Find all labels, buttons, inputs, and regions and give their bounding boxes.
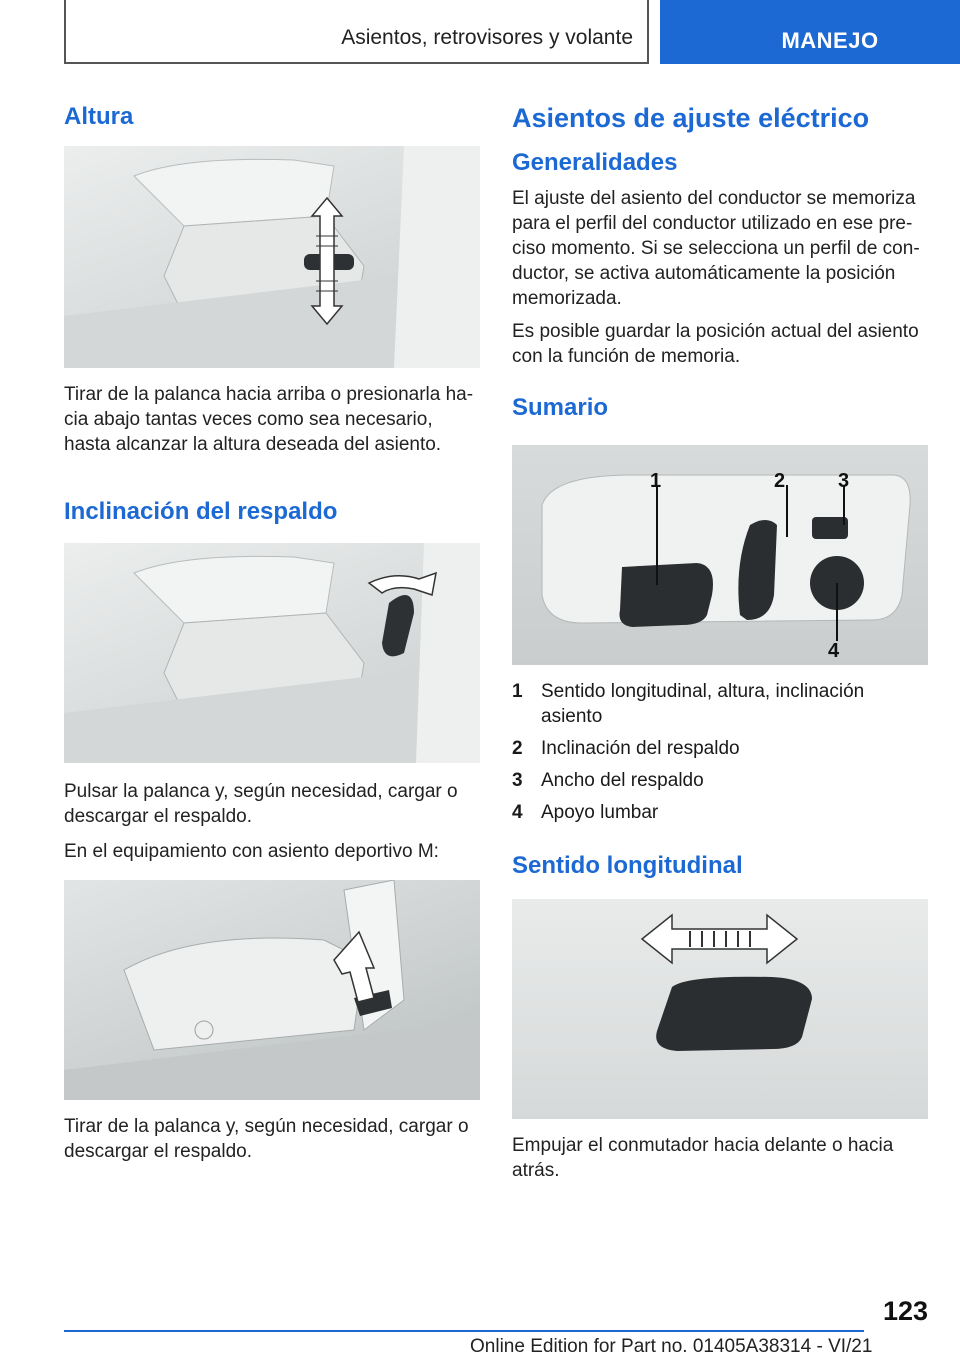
seat-height-image (64, 146, 480, 368)
legend-num: 4 (512, 802, 523, 823)
respaldo-text: Pulsar la palanca y, según necesidad, cargar o descargar el respaldo. (64, 781, 458, 827)
deportivo-text: En el equipamiento con asiento deportivo M: (64, 841, 439, 862)
generalidades-p2: Es posible guardar la posición actual del asiento con la función de memoria. (512, 321, 919, 367)
legend-text: Inclinación del respaldo (541, 738, 740, 759)
callout-1: 1 (650, 470, 662, 492)
page-number: 123 (882, 1296, 928, 1326)
page-header (0, 0, 960, 66)
legend-num: 3 (512, 770, 523, 791)
callout-3: 3 (838, 470, 850, 492)
sport-seat-image (64, 880, 480, 1100)
controls-image (512, 445, 928, 665)
backrest-image (64, 543, 480, 763)
altura-text: Tirar de la palanca hacia arriba o presionarla ha-cia abajo tantas veces como sea necesario, hasta alcanzar la altura deseada del asiento. (64, 384, 474, 455)
longitudinal-text: Empujar el conmutador hacia delante o hacia atrás. (512, 1135, 894, 1181)
altura-heading: Altura (64, 103, 134, 130)
longitudinal-heading: Sentido longitudinal (512, 852, 743, 879)
section-title-box (64, 0, 649, 64)
left-column (64, 96, 480, 1164)
legend-text: Ancho del respaldo (541, 770, 704, 791)
deportivo-text-2: Tirar de la palanca y, según necesidad, cargar o descargar el respaldo. (64, 1116, 469, 1162)
legend-item (512, 736, 928, 761)
footer-rule (64, 1330, 864, 1332)
legend-num: 1 (512, 681, 523, 702)
chapter-tab (660, 0, 960, 64)
legend-num: 2 (512, 738, 523, 759)
chapter-tab-label: MANEJO (781, 28, 879, 53)
edition-note: Online Edition for Part no. 01405A38314 - VI/21 (470, 1336, 873, 1357)
section-title: Asientos, retrovisores y volante (341, 26, 633, 49)
legend-item (512, 679, 928, 729)
generalidades-heading: Generalidades (512, 149, 678, 176)
respaldo-heading: Inclinación del respaldo (64, 498, 338, 525)
legend-item (512, 800, 928, 825)
legend-item (512, 768, 928, 793)
sumario-heading: Sumario (512, 394, 609, 421)
main-heading: Asientos de ajuste eléctrico (512, 103, 870, 133)
callout-4: 4 (828, 640, 840, 662)
controls-legend (512, 679, 928, 825)
legend-text: Apoyo lumbar (541, 802, 659, 823)
right-column (512, 96, 928, 1183)
longitudinal-image (512, 899, 928, 1119)
legend-text: Sentido longitudinal, altura, inclinación asiento (541, 681, 865, 727)
callout-2: 2 (774, 470, 786, 492)
generalidades-p1: El ajuste del asiento del conductor se memoriza para el perfil del conductor utilizado en ese pre-ciso momento. Si se selecciona un perfil de con-ductor, se activa automáticamente la posición memorizada. (512, 188, 920, 309)
